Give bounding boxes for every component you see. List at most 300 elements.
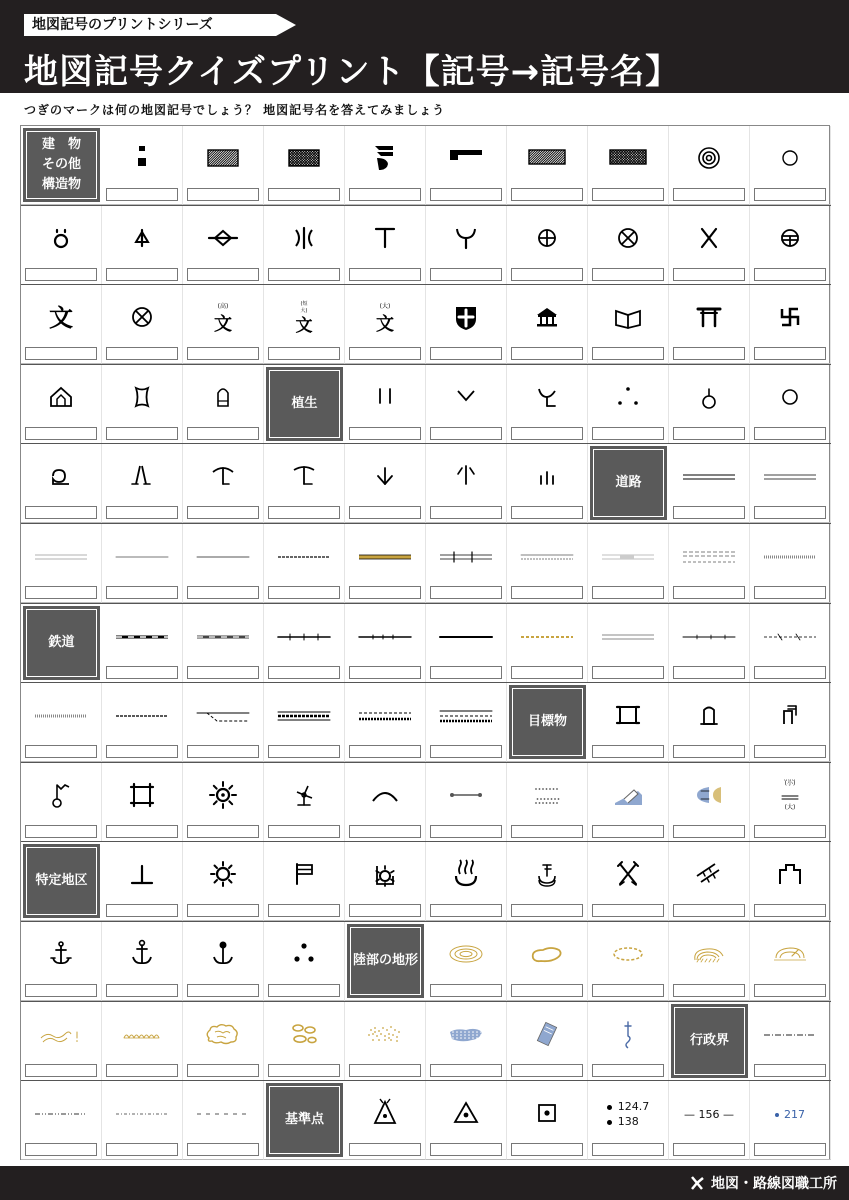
road-4-symbol-icon: [274, 534, 334, 580]
fishing-port-symbol-icon: [112, 932, 172, 978]
castle-symbol-icon: [760, 852, 820, 898]
answer-box[interactable]: [106, 1064, 178, 1077]
quiz-cell: [426, 206, 507, 285]
map-symbol: [588, 293, 668, 343]
answer-box[interactable]: [430, 268, 502, 281]
plus-circle-symbol-icon: [517, 216, 577, 262]
dots-area-symbol-icon: [517, 773, 577, 819]
instruction-text: つぎのマークは何の地図記号でしょう？ 地図記号名を答えてみましょう: [24, 103, 446, 117]
answer-box[interactable]: [592, 427, 664, 440]
rail-10-symbol-icon: [112, 693, 172, 739]
answer-box[interactable]: [511, 1143, 583, 1156]
footer-brand: [689, 1173, 837, 1193]
answer-box[interactable]: [106, 427, 178, 440]
answer-box[interactable]: [592, 745, 664, 758]
answer-box[interactable]: [25, 1064, 97, 1077]
category-label: 基準点: [266, 1083, 343, 1157]
answer-box[interactable]: [268, 268, 340, 281]
answer-box[interactable]: [511, 984, 583, 997]
dashed-ellipse-symbol-icon: [598, 932, 658, 978]
answer-box[interactable]: [106, 1143, 178, 1156]
monument-symbol-icon: [112, 375, 172, 421]
answer-box[interactable]: [430, 188, 502, 201]
answer-box[interactable]: [673, 427, 745, 440]
answer-box[interactable]: [511, 506, 583, 519]
answer-box[interactable]: [511, 427, 583, 440]
answer-box[interactable]: [511, 666, 583, 679]
answer-box[interactable]: [511, 904, 583, 917]
road-3-symbol-icon: [193, 534, 253, 580]
quiz-cell: [669, 365, 750, 444]
road-9-symbol-icon: [760, 534, 820, 580]
x-circle-symbol-icon: [598, 216, 658, 262]
broadleaf-symbol-icon: [760, 375, 820, 421]
brand-logo-icon: [689, 1175, 705, 1191]
quiz-cell: [750, 1002, 831, 1081]
category-header: [21, 604, 102, 683]
quiz-cell: [588, 922, 669, 1001]
answer-box[interactable]: [754, 347, 826, 360]
quiz-cell: [588, 285, 669, 364]
map-symbol: [102, 850, 182, 900]
svg-text:(高): (高): [217, 303, 229, 311]
wasteland-symbol-icon: [355, 454, 415, 500]
quiz-cell: [507, 444, 588, 523]
quiz-cell: [21, 206, 102, 285]
quiz-cell: [588, 604, 669, 683]
answer-box[interactable]: [673, 586, 745, 599]
map-symbol: [426, 1089, 506, 1139]
map-symbol: [183, 771, 263, 821]
svg-text:文: 文: [49, 304, 73, 333]
row-divider: [21, 523, 831, 524]
answer-box[interactable]: [268, 904, 340, 917]
windmill-symbol-icon: [274, 773, 334, 819]
answer-box[interactable]: [673, 745, 745, 758]
answer-box[interactable]: [25, 427, 97, 440]
lighthouse-symbol-icon: [193, 773, 253, 819]
answer-box[interactable]: [673, 904, 745, 917]
natural-monument-symbol-icon: [193, 375, 253, 421]
answer-box[interactable]: [268, 586, 340, 599]
answer-box[interactable]: [430, 1064, 502, 1077]
answer-box[interactable]: [25, 347, 97, 360]
map-symbol: [102, 1089, 182, 1139]
quiz-cell: [21, 763, 102, 842]
quiz-cell: [426, 365, 507, 444]
answer-box[interactable]: [754, 268, 826, 281]
elevation-contour: — 156 —: [684, 1107, 734, 1121]
three-dots-symbol-icon: [274, 932, 334, 978]
answer-box[interactable]: [187, 1064, 259, 1077]
row-divider: [21, 762, 831, 763]
answer-box[interactable]: [592, 825, 664, 838]
svg-text:大): 大): [300, 308, 308, 315]
answer-box[interactable]: [25, 1143, 97, 1156]
map-symbol: [21, 771, 101, 821]
answer-box[interactable]: [187, 666, 259, 679]
answer-box[interactable]: [430, 1143, 502, 1156]
map-symbol: [507, 214, 587, 264]
hospital-symbol-icon: [760, 216, 820, 262]
answer-box[interactable]: [187, 347, 259, 360]
svg-text:文: 文: [376, 314, 394, 336]
quiz-cell: [102, 683, 183, 762]
answer-box[interactable]: [673, 506, 745, 519]
quiz-cell: [264, 524, 345, 603]
category-label: 行政界: [671, 1004, 748, 1078]
quiz-cell: [507, 604, 588, 683]
quiz-cell: [264, 604, 345, 683]
x-mark-symbol-icon: [679, 216, 739, 262]
answer-box[interactable]: [268, 984, 340, 997]
map-symbol: [264, 532, 344, 582]
tower-square-symbol-icon: [598, 693, 658, 739]
temple-symbol-icon: [760, 295, 820, 341]
answer-box[interactable]: [592, 268, 664, 281]
shrine-symbol-icon: [679, 295, 739, 341]
map-symbol: [21, 532, 101, 582]
quiz-cell: [507, 763, 588, 842]
tech-college-symbol-icon: [274, 295, 334, 341]
answer-box[interactable]: [349, 1143, 421, 1156]
category-label: 鉄道: [23, 606, 100, 680]
map-symbol: [507, 373, 587, 423]
quiz-cell: [102, 285, 183, 364]
row-divider: [21, 205, 831, 206]
answer-box[interactable]: [268, 825, 340, 838]
answer-box[interactable]: [349, 268, 421, 281]
quiz-cell: [345, 763, 426, 842]
answer-box[interactable]: [754, 1064, 826, 1077]
answer-box[interactable]: [754, 427, 826, 440]
quiz-cell: [669, 126, 750, 205]
map-symbol: [588, 373, 668, 423]
answer-box[interactable]: [187, 506, 259, 519]
rail-12-symbol-icon: [274, 693, 334, 739]
quiz-cell: [750, 524, 831, 603]
l-bar-symbol-icon: [436, 136, 496, 182]
quiz-cell: [102, 524, 183, 603]
answer-box[interactable]: [106, 586, 178, 599]
quiz-cell: [426, 126, 507, 205]
answer-box[interactable]: [592, 188, 664, 201]
map-symbol: [102, 930, 182, 980]
quiz-cell: [750, 126, 831, 205]
answer-box[interactable]: [349, 347, 421, 360]
field-symbol-icon: [436, 375, 496, 421]
answer-box[interactable]: [349, 188, 421, 201]
answer-box[interactable]: [268, 745, 340, 758]
answer-box[interactable]: [349, 666, 421, 679]
answer-box[interactable]: [754, 745, 826, 758]
answer-box[interactable]: [754, 188, 826, 201]
map-symbol: [345, 771, 425, 821]
map-symbol: [102, 373, 182, 423]
grassland-symbol-icon: [517, 454, 577, 500]
quiz-cell: [183, 285, 264, 364]
factory-symbol-icon: [355, 852, 415, 898]
map-symbol: [21, 214, 101, 264]
map-symbol: [750, 532, 830, 582]
answer-box[interactable]: [511, 1064, 583, 1077]
map-symbol: [588, 532, 668, 582]
answer-box[interactable]: [673, 268, 745, 281]
answer-box[interactable]: [25, 506, 97, 519]
quiz-cell: [669, 444, 750, 523]
map-symbol: [426, 612, 506, 662]
answer-box[interactable]: [430, 666, 502, 679]
map-symbol: [669, 850, 749, 900]
answer-box[interactable]: [106, 188, 178, 201]
answer-box[interactable]: [349, 506, 421, 519]
answer-box[interactable]: [106, 745, 178, 758]
svg-text:(大): (大): [784, 803, 796, 811]
map-symbol: [507, 134, 587, 184]
answer-box[interactable]: [106, 347, 178, 360]
map-symbol: [588, 691, 668, 741]
answer-box[interactable]: [511, 347, 583, 360]
answer-box[interactable]: [673, 188, 745, 201]
answer-box[interactable]: [268, 666, 340, 679]
answer-box[interactable]: [25, 745, 97, 758]
fire-station-symbol-icon: [31, 216, 91, 262]
answer-box[interactable]: [106, 666, 178, 679]
answer-box[interactable]: [430, 904, 502, 917]
answer-box[interactable]: [349, 745, 421, 758]
map-symbol: [669, 771, 749, 821]
answer-box[interactable]: [25, 268, 97, 281]
answer-box[interactable]: [187, 268, 259, 281]
answer-box[interactable]: [106, 268, 178, 281]
road-7-symbol-icon: [598, 534, 658, 580]
quiz-cell: [426, 444, 507, 523]
map-symbol: [345, 214, 425, 264]
crater-symbol-icon: [760, 932, 820, 978]
quiz-cell: [102, 444, 183, 523]
answer-box[interactable]: [430, 984, 502, 997]
map-symbol: [345, 1010, 425, 1060]
answer-box[interactable]: [754, 904, 826, 917]
quiz-cell: [426, 285, 507, 364]
map-symbol: [345, 293, 425, 343]
elevation-pair: [607, 1099, 650, 1129]
map-symbol: [102, 612, 182, 662]
answer-box[interactable]: [349, 904, 421, 917]
paddy-symbol-icon: [355, 375, 415, 421]
answer-box[interactable]: [25, 984, 97, 997]
row-divider: [21, 1080, 831, 1081]
road-2-symbol-icon: [112, 534, 172, 580]
answer-box[interactable]: [187, 904, 259, 917]
quiz-cell: [669, 683, 750, 762]
answer-box[interactable]: [187, 825, 259, 838]
map-symbol: [750, 1010, 830, 1060]
quiz-cell: [750, 763, 831, 842]
rail-9-symbol-icon: [31, 693, 91, 739]
category-header: [669, 1002, 750, 1081]
answer-box[interactable]: [268, 1064, 340, 1077]
diamond-cross-symbol-icon: [193, 216, 253, 262]
answer-box[interactable]: [754, 825, 826, 838]
answer-box[interactable]: [673, 666, 745, 679]
quiz-cell: [21, 1081, 102, 1160]
quiz-cell: [426, 1081, 507, 1160]
answer-box[interactable]: [511, 268, 583, 281]
answer-box[interactable]: [592, 347, 664, 360]
answer-box[interactable]: [754, 1143, 826, 1156]
answer-box[interactable]: [106, 984, 178, 997]
answer-box[interactable]: [25, 586, 97, 599]
row-divider: [21, 364, 831, 365]
sand-dots-symbol-icon: [355, 1012, 415, 1058]
quiz-cell: [588, 524, 669, 603]
road-6-symbol-icon: [517, 534, 577, 580]
museum-symbol-icon: [517, 295, 577, 341]
answer-box[interactable]: [349, 427, 421, 440]
category-header: [507, 683, 588, 762]
high-school-symbol-icon: [193, 295, 253, 341]
quiz-cell: [183, 842, 264, 921]
answer-box[interactable]: [349, 1064, 421, 1077]
answer-box[interactable]: [106, 825, 178, 838]
admin-line-symbol-icon: [760, 1012, 820, 1058]
row-divider: [21, 603, 831, 604]
quiz-cell: [669, 842, 750, 921]
quiz-cell: [102, 842, 183, 921]
quiz-cell: [264, 922, 345, 1001]
quiz-grid: [20, 125, 830, 1160]
answer-box[interactable]: [673, 347, 745, 360]
university-symbol-icon: [355, 295, 415, 341]
answer-box[interactable]: [187, 427, 259, 440]
answer-box[interactable]: [187, 745, 259, 758]
conifer-symbol-icon: [31, 454, 91, 500]
quiz-cell: [588, 683, 669, 762]
map-symbol: [264, 452, 344, 502]
quiz-cell: [750, 206, 831, 285]
quiz-cell: [183, 763, 264, 842]
map-symbol: [426, 373, 506, 423]
map-symbol: [588, 214, 668, 264]
series-tag: 地図記号のプリントシリーズ: [24, 14, 276, 36]
quiz-cell: [183, 126, 264, 205]
quiz-cell: [669, 763, 750, 842]
answer-box[interactable]: [673, 984, 745, 997]
answer-box[interactable]: [592, 984, 664, 997]
cable-symbol-icon: [436, 773, 496, 819]
answer-box[interactable]: [430, 745, 502, 758]
road-toll-symbol-icon: [355, 534, 415, 580]
post-mark-symbol-icon: [274, 216, 334, 262]
answer-box[interactable]: [511, 586, 583, 599]
answer-box[interactable]: [754, 506, 826, 519]
quiz-cell: [345, 206, 426, 285]
answer-box[interactable]: [187, 984, 259, 997]
answer-box[interactable]: [511, 188, 583, 201]
rail-13-symbol-icon: [355, 693, 415, 739]
map-symbol: [426, 771, 506, 821]
quiz-cell: [102, 1081, 183, 1160]
answer-box[interactable]: [430, 825, 502, 838]
map-symbol: [345, 134, 425, 184]
map-symbol: [750, 1089, 830, 1139]
answer-box[interactable]: [349, 586, 421, 599]
quiz-cell: [21, 444, 102, 523]
answer-box[interactable]: [187, 586, 259, 599]
quiz-cell: [345, 444, 426, 523]
map-symbol: [21, 452, 101, 502]
answer-box[interactable]: [268, 188, 340, 201]
map-symbol: [750, 214, 830, 264]
quiz-cell: [345, 365, 426, 444]
answer-box[interactable]: [268, 506, 340, 519]
elevation-value-1: 124.7: [617, 1100, 650, 1114]
answer-box[interactable]: [430, 586, 502, 599]
quiz-cell: [669, 206, 750, 285]
answer-box[interactable]: [349, 825, 421, 838]
answer-box[interactable]: [430, 427, 502, 440]
answer-box[interactable]: [511, 825, 583, 838]
map-symbol: [102, 134, 182, 184]
category-header: [345, 922, 426, 1001]
map-symbol: [21, 373, 101, 423]
quiz-cell: [507, 842, 588, 921]
answer-box[interactable]: [592, 666, 664, 679]
category-header: [588, 444, 669, 523]
svg-text:文: 文: [295, 316, 313, 337]
quiz-cell: [750, 1081, 831, 1160]
answer-box[interactable]: [430, 347, 502, 360]
quiz-cell: [426, 763, 507, 842]
answer-box[interactable]: [754, 984, 826, 997]
answer-box[interactable]: [592, 1064, 664, 1077]
quiz-cell: [102, 1002, 183, 1081]
battle-symbol-icon: [598, 852, 658, 898]
t-mark-symbol-icon: [355, 216, 415, 262]
quiz-cell: [588, 842, 669, 921]
map-symbol: [669, 930, 749, 980]
answer-box[interactable]: [268, 347, 340, 360]
answer-box[interactable]: [673, 1143, 745, 1156]
category-label: 建 物 その他 構造物: [23, 128, 100, 202]
answer-box[interactable]: [592, 1143, 664, 1156]
answer-box[interactable]: [430, 506, 502, 519]
answer-box[interactable]: [187, 188, 259, 201]
answer-box[interactable]: [592, 904, 664, 917]
answer-box[interactable]: [673, 825, 745, 838]
map-symbol: [345, 532, 425, 582]
map-symbol: [183, 293, 263, 343]
bamboo-symbol-icon: [112, 454, 172, 500]
quiz-cell: [507, 524, 588, 603]
page-title: 地図記号クイズプリント【記号→記号名】: [24, 52, 681, 92]
answer-box[interactable]: [25, 825, 97, 838]
answer-box[interactable]: [106, 904, 178, 917]
answer-box[interactable]: [754, 666, 826, 679]
answer-box[interactable]: [592, 586, 664, 599]
quiz-cell: [669, 524, 750, 603]
answer-box[interactable]: [187, 1143, 259, 1156]
wave-cliff-symbol-icon: [31, 1012, 91, 1058]
map-symbol: [102, 293, 182, 343]
map-symbol: [183, 850, 263, 900]
map-symbol: [669, 134, 749, 184]
answer-box[interactable]: [106, 506, 178, 519]
answer-box[interactable]: [754, 586, 826, 599]
map-symbol: [750, 373, 830, 423]
row-divider: [21, 1001, 831, 1002]
